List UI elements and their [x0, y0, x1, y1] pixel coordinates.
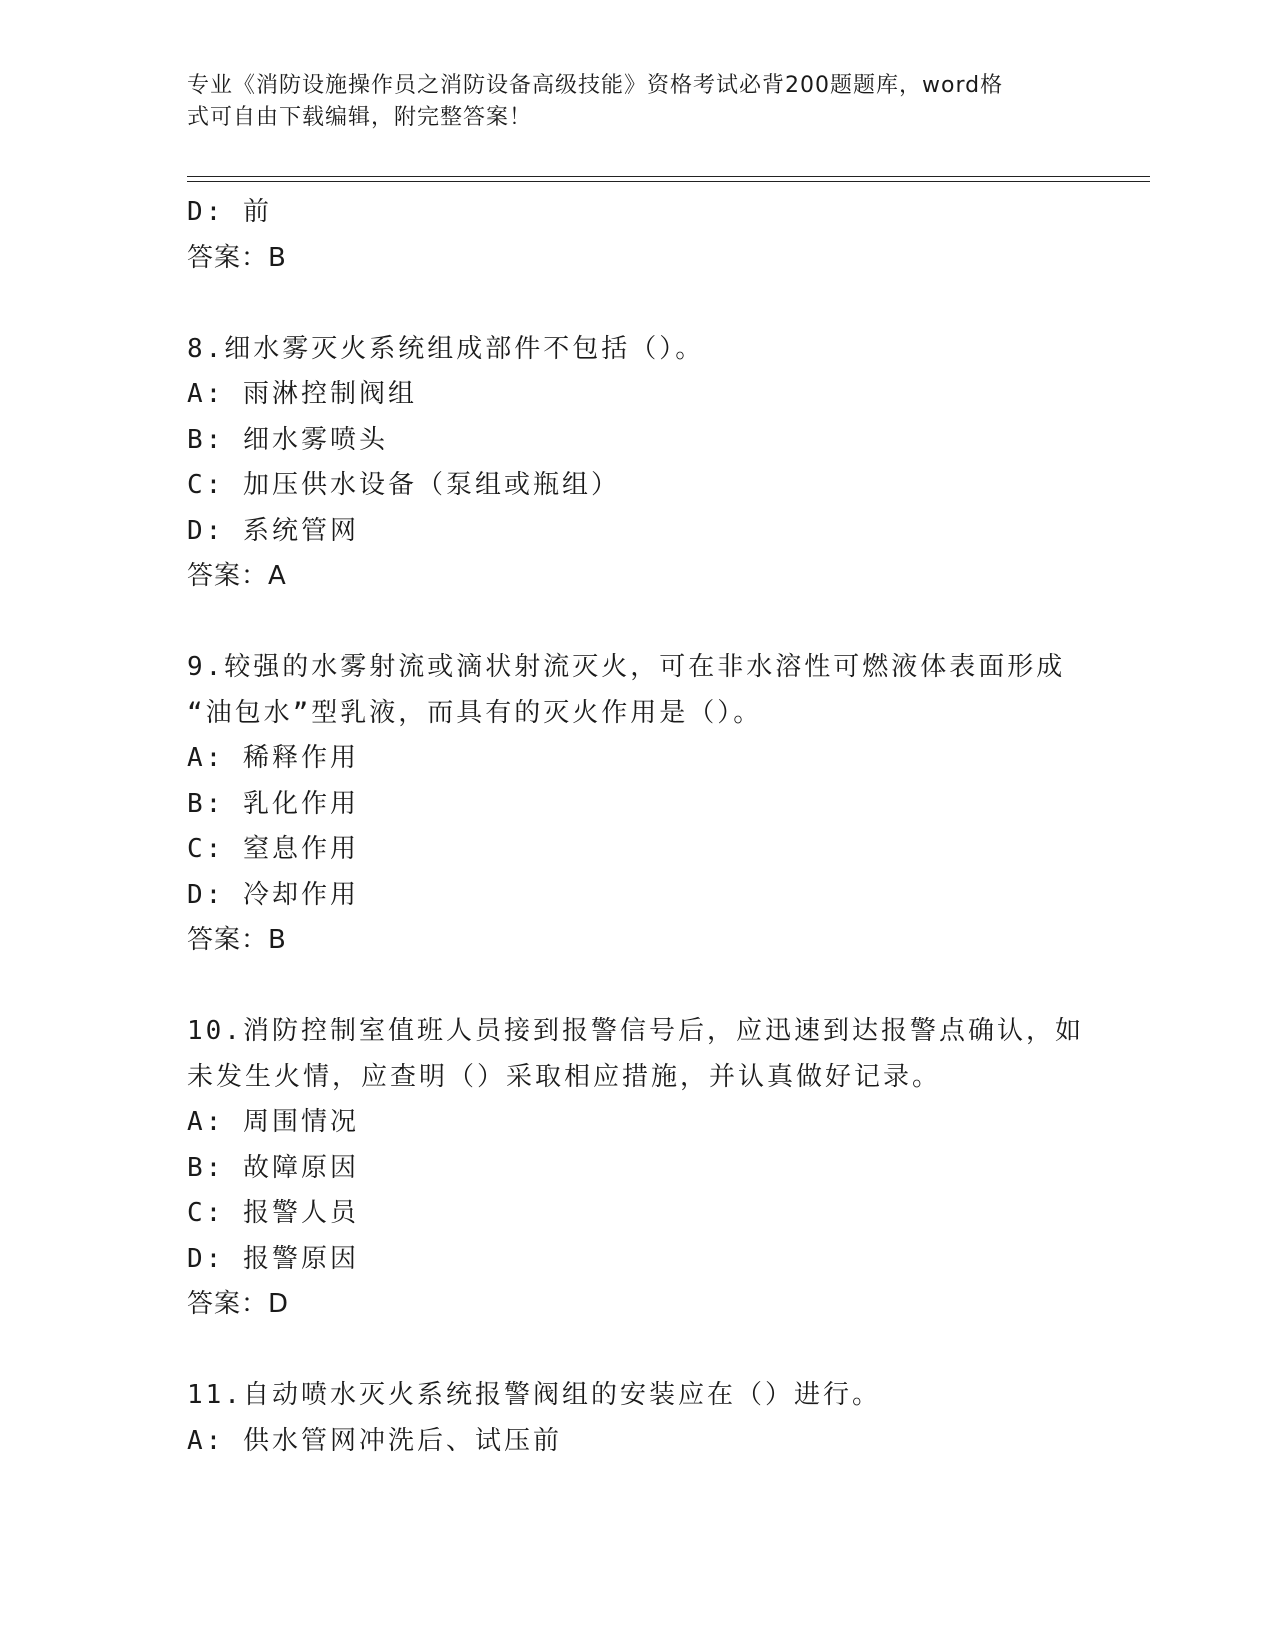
option-b: B: 故障原因	[187, 1152, 359, 1183]
question-stem: 8.细水雾灭火系统组成部件不包括（）。	[187, 333, 705, 364]
header-rule-top	[187, 176, 1150, 177]
option-d: D: 系统管网	[187, 515, 359, 546]
prev-option-d: D: 前	[187, 197, 272, 227]
page-header	[187, 70, 1087, 134]
option-a: A: 周围情况	[187, 1107, 359, 1137]
option-b: B: 乳化作用	[187, 788, 359, 819]
spacer	[187, 1328, 1087, 1374]
question-stem: 10.消防控制室值班人员接到报警信号后，应迅速到达报警点确认，如	[187, 1016, 1084, 1046]
option-a: A: 稀释作用	[187, 743, 359, 773]
answer: 答案：D	[187, 1289, 290, 1319]
header-rule-bottom	[187, 181, 1150, 182]
answer: 答案：B	[187, 925, 287, 955]
option-d: D: 冷却作用	[187, 879, 359, 910]
question-block	[187, 1009, 1087, 1328]
option-d: D: 报警原因	[187, 1243, 359, 1274]
option-c: C: 窒息作用	[187, 834, 359, 864]
question-stem-continued: “油包水”型乳液，而具有的灭火作用是（）。	[187, 697, 763, 728]
header-line-1: 专业《消防设施操作员之消防设备高级技能》资格考试必背200题题库，word格	[187, 73, 1004, 98]
answer: 答案：A	[187, 561, 287, 591]
header-line-2: 式可自由下载编辑，附完整答案！	[187, 105, 533, 130]
option-a: A: 雨淋控制阀组	[187, 379, 417, 409]
option-a: A: 供水管网冲洗后、试压前	[187, 1425, 562, 1456]
option-c: C: 加压供水设备（泵组或瓶组）	[187, 470, 620, 500]
question-block	[187, 1373, 1087, 1464]
question-stem-continued: 未发生火情，应查明（）采取相应措施，并认真做好记录。	[187, 1061, 942, 1092]
question-stem: 11.自动喷水灭火系统报警阀组的安装应在（）进行。	[187, 1380, 881, 1410]
question-block	[187, 645, 1087, 964]
prev-answer: 答案：B	[187, 242, 287, 273]
spacer	[187, 281, 1087, 327]
question-block	[187, 327, 1087, 600]
spacer	[187, 600, 1087, 646]
question-list	[187, 190, 1087, 1464]
question-stem: 9.较强的水雾射流或滴状射流灭火，可在非水溶性可燃液体表面形成	[187, 652, 1066, 682]
spacer	[187, 964, 1087, 1010]
option-c: C: 报警人员	[187, 1198, 359, 1228]
option-b: B: 细水雾喷头	[187, 424, 388, 455]
